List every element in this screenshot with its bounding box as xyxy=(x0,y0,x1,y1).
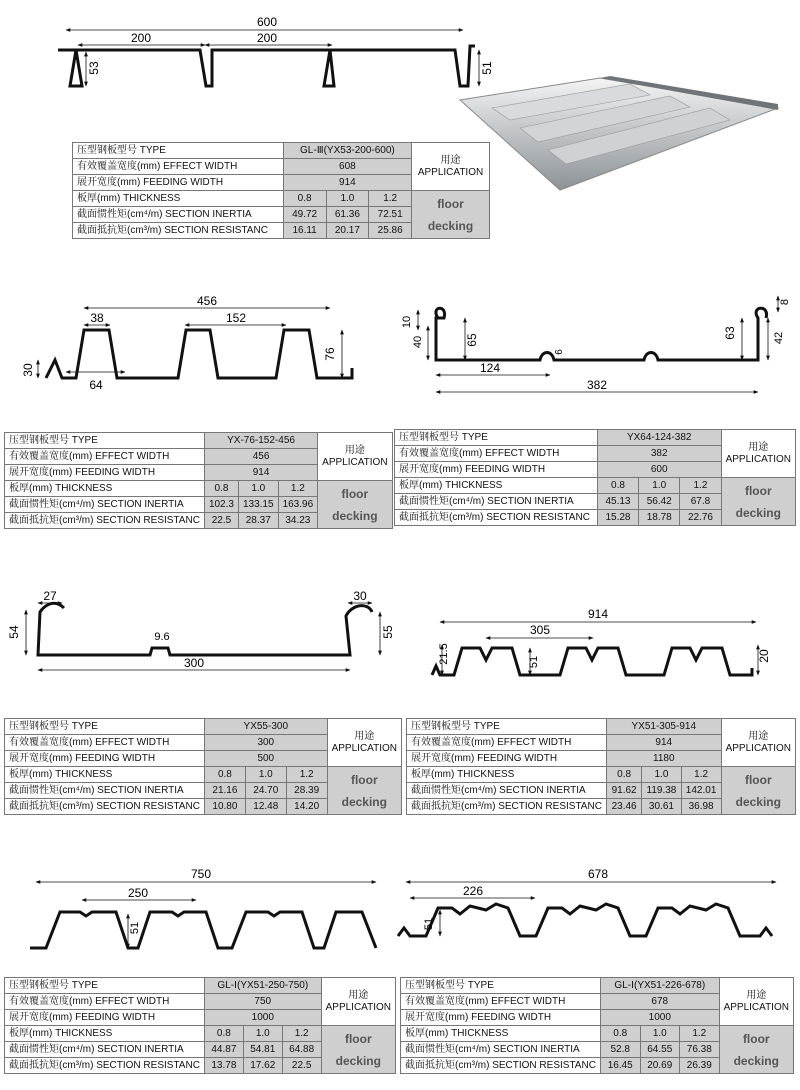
type-label: 压型钢板型号 TYPE xyxy=(5,433,205,449)
p3-height-right-dim: 63 xyxy=(723,326,737,340)
effect-width-label: 有效覆盖宽度(mm) EFFECT WIDTH xyxy=(5,735,205,751)
p3-rib-dim: 6 xyxy=(554,349,565,355)
application-value xyxy=(318,481,392,529)
p5-edge-right-dim: 20 xyxy=(757,649,771,663)
profile-gl1-750-drawing xyxy=(30,882,376,948)
profile-yx76-drawing xyxy=(38,308,352,378)
p5-pitch-dim: 305 xyxy=(529,623,551,637)
effect-width-label: 有效覆盖宽度(mm) EFFECT WIDTH xyxy=(395,446,598,462)
thickness-value: 1.2 xyxy=(286,767,327,783)
effect-width-value: 750 xyxy=(204,994,321,1010)
use-floor: floor xyxy=(744,483,772,498)
effect-width-value: 382 xyxy=(597,446,721,462)
type-value: YX-76-152-456 xyxy=(204,433,317,449)
p3-overall-dim: 382 xyxy=(586,378,608,392)
use-floor: floor xyxy=(341,486,369,501)
inertia-value: 133.15 xyxy=(238,497,278,513)
inertia-value: 64.55 xyxy=(640,1042,680,1058)
resistance-value: 34.23 xyxy=(278,513,318,529)
resistance-label: 截面抵抗矩(cm³/m) SECTION RESISTANC xyxy=(5,799,205,815)
inertia-value: 142.01 xyxy=(681,783,721,799)
resistance-value: 12.48 xyxy=(245,799,286,815)
spec-table-yx51-914 xyxy=(406,718,796,815)
application-cn: 用途 xyxy=(348,989,369,1001)
use-floor: floor xyxy=(344,1031,372,1046)
application-value xyxy=(719,1026,793,1074)
use-decking: decking xyxy=(735,794,781,809)
thickness-value: 0.8 xyxy=(204,767,245,783)
inertia-label: 截面惯性矩(cm⁴/m) SECTION INERTIA xyxy=(407,783,607,799)
p2-overall-dim: 456 xyxy=(196,294,218,308)
inertia-value: 67.8 xyxy=(680,494,721,510)
thickness-value: 1.2 xyxy=(680,478,721,494)
resistance-value: 36.98 xyxy=(681,799,721,815)
p4-rib-dim: 9.6 xyxy=(154,631,170,643)
resistance-value: 18.78 xyxy=(639,510,680,526)
thickness-value: 0.8 xyxy=(606,767,641,783)
resistance-value: 28.37 xyxy=(238,513,278,529)
p4-height-right-dim: 55 xyxy=(381,625,395,639)
thickness-label: 板厚(mm) THICKNESS xyxy=(5,767,205,783)
inertia-value: 61.36 xyxy=(326,207,369,223)
application-cn: 用途 xyxy=(440,154,461,166)
application-cn: 用途 xyxy=(354,730,375,742)
resistance-value: 10.80 xyxy=(204,799,245,815)
application-header xyxy=(721,430,795,478)
p5-height-dim: 51 xyxy=(528,655,540,669)
p2-pitch-dim: 152 xyxy=(225,311,247,325)
p2-edge-dim: 30 xyxy=(21,363,35,377)
inertia-label: 截面惯性矩(cm⁴/m) SECTION INERTIA xyxy=(5,783,205,799)
resistance-value: 14.20 xyxy=(286,799,327,815)
p4-lip-right-dim: 30 xyxy=(353,589,367,603)
p6-height-dim: 51 xyxy=(129,921,141,935)
application-en: APPLICATION xyxy=(322,456,388,468)
inertia-value: 91.62 xyxy=(606,783,641,799)
application-cn: 用途 xyxy=(344,444,365,456)
application-header xyxy=(721,719,795,767)
resistance-value: 23.46 xyxy=(606,799,641,815)
type-label: 压型钢板型号 TYPE xyxy=(5,719,205,735)
p2-top-dim: 38 xyxy=(90,311,104,325)
p5-edge-left-dim: 21.5 xyxy=(438,643,450,665)
p4-height-left-dim: 54 xyxy=(7,625,21,639)
thickness-value: 1.0 xyxy=(642,767,681,783)
inertia-value: 44.87 xyxy=(204,1042,243,1058)
feeding-width-value: 1000 xyxy=(600,1010,719,1026)
resistance-label: 截面抵抗矩(cm³/m) SECTION RESISTANC xyxy=(5,513,205,529)
effect-width-label: 有效覆盖宽度(mm) EFFECT WIDTH xyxy=(5,449,205,465)
p5-overall-dim: 914 xyxy=(587,607,609,621)
use-floor: floor xyxy=(742,1031,770,1046)
feeding-width-value: 914 xyxy=(283,175,411,191)
application-header xyxy=(327,719,401,767)
feeding-width-label: 展开宽度(mm) FEEDING WIDTH xyxy=(73,175,284,191)
p7-pitch-dim: 226 xyxy=(462,884,484,898)
application-en: APPLICATION xyxy=(325,1001,391,1013)
use-decking: decking xyxy=(733,1053,779,1068)
inertia-value: 21.16 xyxy=(204,783,245,799)
inertia-value: 49.72 xyxy=(283,207,326,223)
application-header xyxy=(412,143,490,191)
effect-width-label: 有效覆盖宽度(mm) EFFECT WIDTH xyxy=(73,159,284,175)
inertia-value: 52.8 xyxy=(600,1042,640,1058)
effect-width-label: 有效覆盖宽度(mm) EFFECT WIDTH xyxy=(401,994,601,1010)
use-decking: decking xyxy=(341,794,387,809)
use-floor: floor xyxy=(744,772,772,787)
thickness-value: 0.8 xyxy=(204,1026,243,1042)
type-label: 压型钢板型号 TYPE xyxy=(5,978,205,994)
resistance-value: 22.5 xyxy=(282,1058,321,1074)
p1-height-left-dim: 53 xyxy=(87,61,101,75)
p7-height-dim: 51 xyxy=(423,917,435,931)
type-label: 压型钢板型号 TYPE xyxy=(395,430,598,446)
metal-sheet-image xyxy=(460,76,778,190)
resistance-value: 16.45 xyxy=(600,1058,640,1074)
p1-pitch-a-dim: 200 xyxy=(130,31,152,45)
spec-table-yx55 xyxy=(4,718,402,815)
resistance-value: 20.17 xyxy=(326,223,369,239)
thickness-value: 0.8 xyxy=(283,191,326,207)
application-cn: 用途 xyxy=(746,989,767,1001)
effect-width-value: 300 xyxy=(204,735,327,751)
application-value xyxy=(412,191,490,239)
type-label: 压型钢板型号 TYPE xyxy=(73,143,284,159)
p1-height-right-dim: 51 xyxy=(480,61,494,75)
p3-seg-dim: 124 xyxy=(479,361,501,375)
effect-width-value: 608 xyxy=(283,159,411,175)
resistance-value: 22.5 xyxy=(204,513,238,529)
thickness-value: 1.0 xyxy=(243,1026,282,1042)
effect-width-label: 有效覆盖宽度(mm) EFFECT WIDTH xyxy=(407,735,607,751)
application-header xyxy=(719,978,793,1026)
p4-overall-dim: 300 xyxy=(183,656,205,670)
inertia-label: 截面惯性矩(cm⁴/m) SECTION INERTIA xyxy=(401,1042,601,1058)
type-label: 压型钢板型号 TYPE xyxy=(407,719,607,735)
thickness-label: 板厚(mm) THICKNESS xyxy=(401,1026,601,1042)
thickness-label: 板厚(mm) THICKNESS xyxy=(5,481,205,497)
resistance-value: 20.69 xyxy=(640,1058,680,1074)
use-decking: decking xyxy=(335,1053,381,1068)
feeding-width-value: 1000 xyxy=(204,1010,321,1026)
thickness-value: 0.8 xyxy=(597,478,638,494)
inertia-value: 72.51 xyxy=(369,207,412,223)
application-value xyxy=(321,1026,395,1074)
resistance-label: 截面抵抗矩(cm³/m) SECTION RESISTANC xyxy=(73,223,284,239)
spec-table-gl1-750 xyxy=(4,977,396,1074)
p6-overall-dim: 750 xyxy=(190,867,212,881)
inertia-label: 截面惯性矩(cm⁴/m) SECTION INERTIA xyxy=(5,1042,205,1058)
resistance-value: 15.28 xyxy=(597,510,638,526)
use-floor: floor xyxy=(350,772,378,787)
resistance-value: 17.62 xyxy=(243,1058,282,1074)
feeding-width-label: 展开宽度(mm) FEEDING WIDTH xyxy=(5,465,205,481)
spec-table-gl1-678 xyxy=(400,977,794,1074)
thickness-value: 1.2 xyxy=(680,1026,720,1042)
resistance-value: 13.78 xyxy=(204,1058,243,1074)
thickness-label: 板厚(mm) THICKNESS xyxy=(5,1026,205,1042)
spec-table-yx76 xyxy=(4,432,393,529)
p1-pitch-b-dim: 200 xyxy=(256,31,278,45)
type-value: YX55-300 xyxy=(204,719,327,735)
application-header xyxy=(321,978,395,1026)
p7-overall-dim: 678 xyxy=(587,867,609,881)
profile-yx51-914-drawing xyxy=(432,622,758,675)
inertia-value: 119.38 xyxy=(642,783,681,799)
inertia-label: 截面惯性矩(cm⁴/m) SECTION INERTIA xyxy=(395,494,598,510)
inertia-value: 56.42 xyxy=(639,494,680,510)
type-value: YX51-305-914 xyxy=(606,719,721,735)
feeding-width-label: 展开宽度(mm) FEEDING WIDTH xyxy=(395,462,598,478)
type-value: GL-Ⅲ(YX53-200-600) xyxy=(283,143,411,159)
thickness-value: 1.0 xyxy=(245,767,286,783)
type-label: 压型钢板型号 TYPE xyxy=(401,978,601,994)
use-floor: floor xyxy=(437,196,464,211)
p3-lip-right2-dim: 42 xyxy=(773,331,785,345)
application-en: APPLICATION xyxy=(725,453,791,465)
feeding-width-value: 600 xyxy=(597,462,721,478)
inertia-value: 102.3 xyxy=(204,497,238,513)
inertia-value: 45.13 xyxy=(597,494,638,510)
inertia-value: 28.39 xyxy=(286,783,327,799)
p1-overall-dim: 600 xyxy=(256,15,278,29)
application-en: APPLICATION xyxy=(331,742,397,754)
application-en: APPLICATION xyxy=(725,742,791,754)
thickness-value: 1.0 xyxy=(639,478,680,494)
inertia-value: 54.81 xyxy=(243,1042,282,1058)
resistance-label: 截面抵抗矩(cm³/m) SECTION RESISTANC xyxy=(407,799,607,815)
p2-height-dim: 76 xyxy=(323,347,337,361)
inertia-label: 截面惯性矩(cm⁴/m) SECTION INERTIA xyxy=(73,207,284,223)
thickness-label: 板厚(mm) THICKNESS xyxy=(407,767,607,783)
p3-lip-left-dim: 10 xyxy=(401,315,413,329)
p2-bottom-dim: 64 xyxy=(89,378,103,392)
resistance-label: 截面抵抗矩(cm³/m) SECTION RESISTANC xyxy=(395,510,598,526)
p4-lip-left-dim: 27 xyxy=(43,589,57,603)
feeding-width-label: 展开宽度(mm) FEEDING WIDTH xyxy=(5,1010,205,1026)
use-decking: decking xyxy=(427,218,474,233)
thickness-value: 1.2 xyxy=(369,191,412,207)
effect-width-value: 678 xyxy=(600,994,719,1010)
thickness-value: 0.8 xyxy=(600,1026,640,1042)
p3-lip-left2-dim: 40 xyxy=(412,335,424,349)
application-cn: 用途 xyxy=(748,730,769,742)
thickness-value: 1.0 xyxy=(238,481,278,497)
p3-lip-right-dim: 8 xyxy=(779,298,791,306)
type-value: GL-Ⅰ(YX51-226-678) xyxy=(600,978,719,994)
p6-pitch-dim: 250 xyxy=(127,886,149,900)
application-value xyxy=(327,767,401,815)
effect-width-value: 456 xyxy=(204,449,317,465)
effect-width-label: 有效覆盖宽度(mm) EFFECT WIDTH xyxy=(5,994,205,1010)
feeding-width-label: 展开宽度(mm) FEEDING WIDTH xyxy=(401,1010,601,1026)
inertia-value: 76.38 xyxy=(680,1042,720,1058)
inertia-value: 24.70 xyxy=(245,783,286,799)
thickness-value: 1.2 xyxy=(278,481,318,497)
resistance-value: 30.61 xyxy=(642,799,681,815)
inertia-value: 64.88 xyxy=(282,1042,321,1058)
feeding-width-value: 914 xyxy=(204,465,317,481)
spec-table-yx64 xyxy=(394,429,796,526)
inertia-label: 截面惯性矩(cm⁴/m) SECTION INERTIA xyxy=(5,497,205,513)
type-value: GL-Ⅰ(YX51-250-750) xyxy=(204,978,321,994)
thickness-value: 1.0 xyxy=(640,1026,680,1042)
thickness-value: 0.8 xyxy=(204,481,238,497)
effect-width-value: 914 xyxy=(606,735,721,751)
profile-gl1-678-drawing xyxy=(398,882,776,936)
feeding-width-value: 1180 xyxy=(606,751,721,767)
resistance-value: 22.76 xyxy=(680,510,721,526)
resistance-label: 截面抵抗矩(cm³/m) SECTION RESISTANC xyxy=(5,1058,205,1074)
inertia-value: 163.96 xyxy=(278,497,318,513)
p3-height-left-dim: 65 xyxy=(465,333,479,347)
feeding-width-label: 展开宽度(mm) FEEDING WIDTH xyxy=(407,751,607,767)
thickness-value: 1.0 xyxy=(326,191,369,207)
application-header xyxy=(318,433,392,481)
application-value xyxy=(721,478,795,526)
resistance-value: 26.39 xyxy=(680,1058,720,1074)
application-cn: 用途 xyxy=(748,441,769,453)
feeding-width-label: 展开宽度(mm) FEEDING WIDTH xyxy=(5,751,205,767)
thickness-label: 板厚(mm) THICKNESS xyxy=(395,478,598,494)
application-value xyxy=(721,767,795,815)
application-en: APPLICATION xyxy=(417,166,484,178)
type-value: YX64-124-382 xyxy=(597,430,721,446)
resistance-value: 16.11 xyxy=(283,223,326,239)
use-decking: decking xyxy=(332,508,378,523)
thickness-label: 板厚(mm) THICKNESS xyxy=(73,191,284,207)
thickness-value: 1.2 xyxy=(282,1026,321,1042)
resistance-label: 截面抵抗矩(cm³/m) SECTION RESISTANC xyxy=(401,1058,601,1074)
thickness-value: 1.2 xyxy=(681,767,721,783)
resistance-value: 25.86 xyxy=(369,223,412,239)
use-decking: decking xyxy=(735,505,781,520)
spec-table-gl3 xyxy=(72,142,490,239)
application-en: APPLICATION xyxy=(723,1001,789,1013)
feeding-width-value: 500 xyxy=(204,751,327,767)
